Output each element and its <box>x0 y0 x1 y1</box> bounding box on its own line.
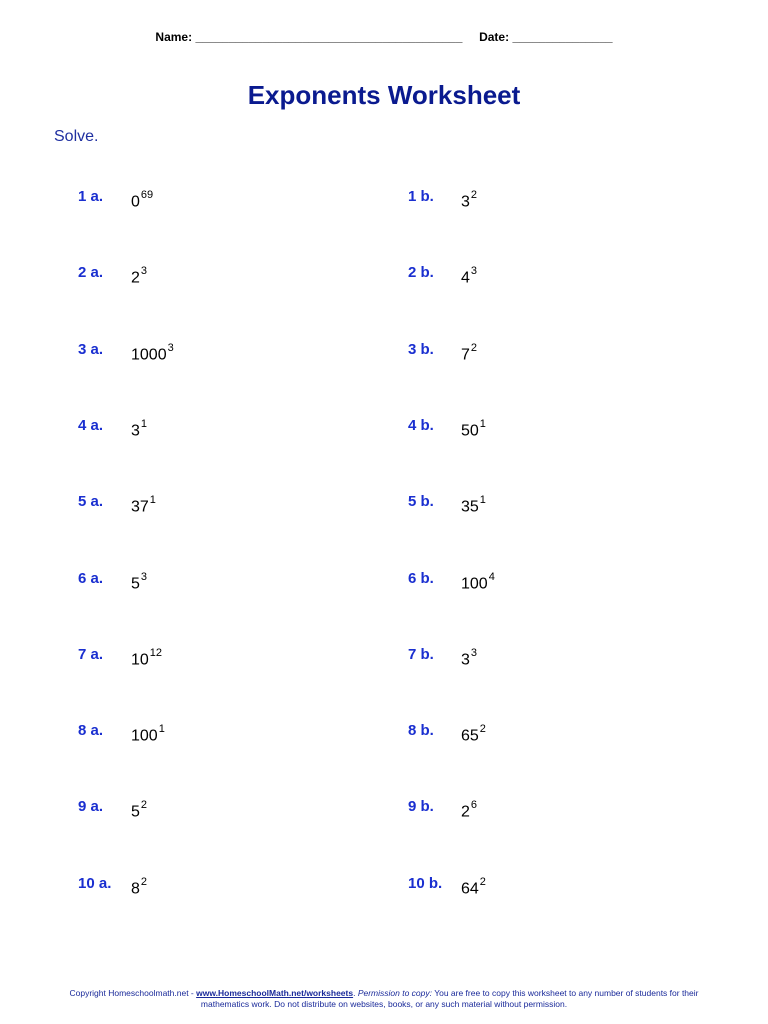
exponent-power: 3 <box>140 570 148 583</box>
exponent-power: 6 <box>470 799 478 812</box>
exponent-power: 2 <box>479 723 486 736</box>
problem-expression <box>131 721 165 746</box>
problem-expression <box>131 797 147 822</box>
exponent-base: 5 <box>131 803 140 821</box>
problem-expression <box>131 416 147 441</box>
exponent-base: 100 <box>461 574 488 592</box>
problem-expression <box>461 721 486 746</box>
exponent-power: 3 <box>470 646 478 659</box>
exponent-power: 2 <box>140 875 148 888</box>
exponent-base: 10 <box>131 651 149 669</box>
problem-number: 7 b. <box>408 645 434 663</box>
exponent-power: 2 <box>140 799 148 812</box>
exponent-base: 1000 <box>131 345 167 363</box>
problem-number: 3 b. <box>408 340 434 358</box>
exponent-base: 37 <box>131 498 149 516</box>
worksheet-title: Exponents Worksheet <box>247 80 521 110</box>
copyright-footer <box>60 988 708 1010</box>
exponent-power: 2 <box>479 875 486 888</box>
exponent-base: 8 <box>131 880 140 898</box>
exponent-power: 69 <box>140 189 154 201</box>
problem-number: 9 a. <box>78 798 104 816</box>
permission-text: You are free to copy this worksheet to any number of students for their mathematics work. Do not distribute on websites, books, or any such material without permission. <box>200 988 699 1009</box>
exponent-base: 0 <box>131 193 140 211</box>
problem-number: 3 a. <box>78 340 104 358</box>
problem-expression <box>461 569 495 594</box>
problem-expression <box>131 645 162 670</box>
problem-expression <box>131 569 147 594</box>
problem-expression <box>461 797 477 822</box>
worksheets-link[interactable]: www.HomeschoolMath.net/worksheets <box>196 988 354 998</box>
exponent-base: 2 <box>461 803 470 821</box>
problem-number: 2 a. <box>78 264 104 282</box>
exponent-power: 1 <box>479 417 486 430</box>
copyright-text: Copyright Homeschoolmath.net - <box>69 988 197 998</box>
problem-number: 1 b. <box>408 188 434 205</box>
exponent-power: 1 <box>140 417 148 430</box>
exponent-power: 1 <box>158 723 165 736</box>
exponent-power: 3 <box>140 265 148 278</box>
problem-number: 7 a. <box>78 645 104 663</box>
exponent-base: 35 <box>461 498 479 516</box>
exponent-base: 50 <box>461 422 479 440</box>
name-label: Name: <box>155 30 193 44</box>
problem-number: 6 a. <box>78 569 104 587</box>
problem-expression <box>131 187 153 212</box>
problem-number: 4 b. <box>408 416 434 434</box>
problem-expression <box>131 874 147 899</box>
exponent-power: 4 <box>488 570 495 583</box>
name-date-line <box>0 30 768 44</box>
problem-number: 4 a. <box>78 416 104 434</box>
problem-number: 5 b. <box>408 493 434 511</box>
exponent-base: 7 <box>461 345 470 363</box>
problem-expression <box>131 492 156 517</box>
exponent-base: 3 <box>131 422 140 440</box>
exponent-power: 12 <box>149 646 163 659</box>
exponent-power: 1 <box>479 494 486 507</box>
exponent-base: 5 <box>131 574 140 592</box>
date-label: Date: <box>479 30 510 44</box>
problem-expression <box>461 645 477 670</box>
exponent-base: 64 <box>461 880 479 898</box>
footer-period: . <box>353 988 358 998</box>
problem-number: 1 a. <box>78 188 104 205</box>
exponent-base: 3 <box>461 651 470 669</box>
name-blank: ________________________________________ <box>195 30 463 44</box>
exponent-base: 3 <box>461 193 470 211</box>
problem-expression <box>461 187 477 212</box>
exponent-power: 3 <box>167 341 174 354</box>
problem-number: 9 b. <box>408 798 434 816</box>
exponent-power: 1 <box>149 494 156 507</box>
date-blank: _______________ <box>512 30 613 44</box>
exponent-base: 4 <box>461 269 470 287</box>
exponent-base: 2 <box>131 269 140 287</box>
exponent-base: 100 <box>131 727 158 745</box>
problem-expression <box>461 263 477 288</box>
problem-number: 8 a. <box>78 722 104 740</box>
problem-expression <box>461 492 486 517</box>
problem-expression <box>131 340 174 365</box>
problem-number: 10 a. <box>78 874 112 892</box>
permission-label: Permission to copy: <box>357 988 432 998</box>
exponent-base: 65 <box>461 727 479 745</box>
exponent-power: 2 <box>470 341 478 354</box>
problem-expression <box>131 263 147 288</box>
exponent-power: 3 <box>470 265 478 278</box>
problem-expression <box>461 416 486 441</box>
problem-expression <box>461 340 477 365</box>
problem-expression <box>461 874 486 899</box>
exponent-power: 2 <box>470 189 478 201</box>
problem-number: 2 b. <box>408 264 434 282</box>
problem-number: 6 b. <box>408 569 434 587</box>
instruction-text: Solve. <box>54 128 99 145</box>
problem-number: 8 b. <box>408 722 434 740</box>
problem-number: 5 a. <box>78 493 104 511</box>
problem-number: 10 b. <box>408 874 443 892</box>
